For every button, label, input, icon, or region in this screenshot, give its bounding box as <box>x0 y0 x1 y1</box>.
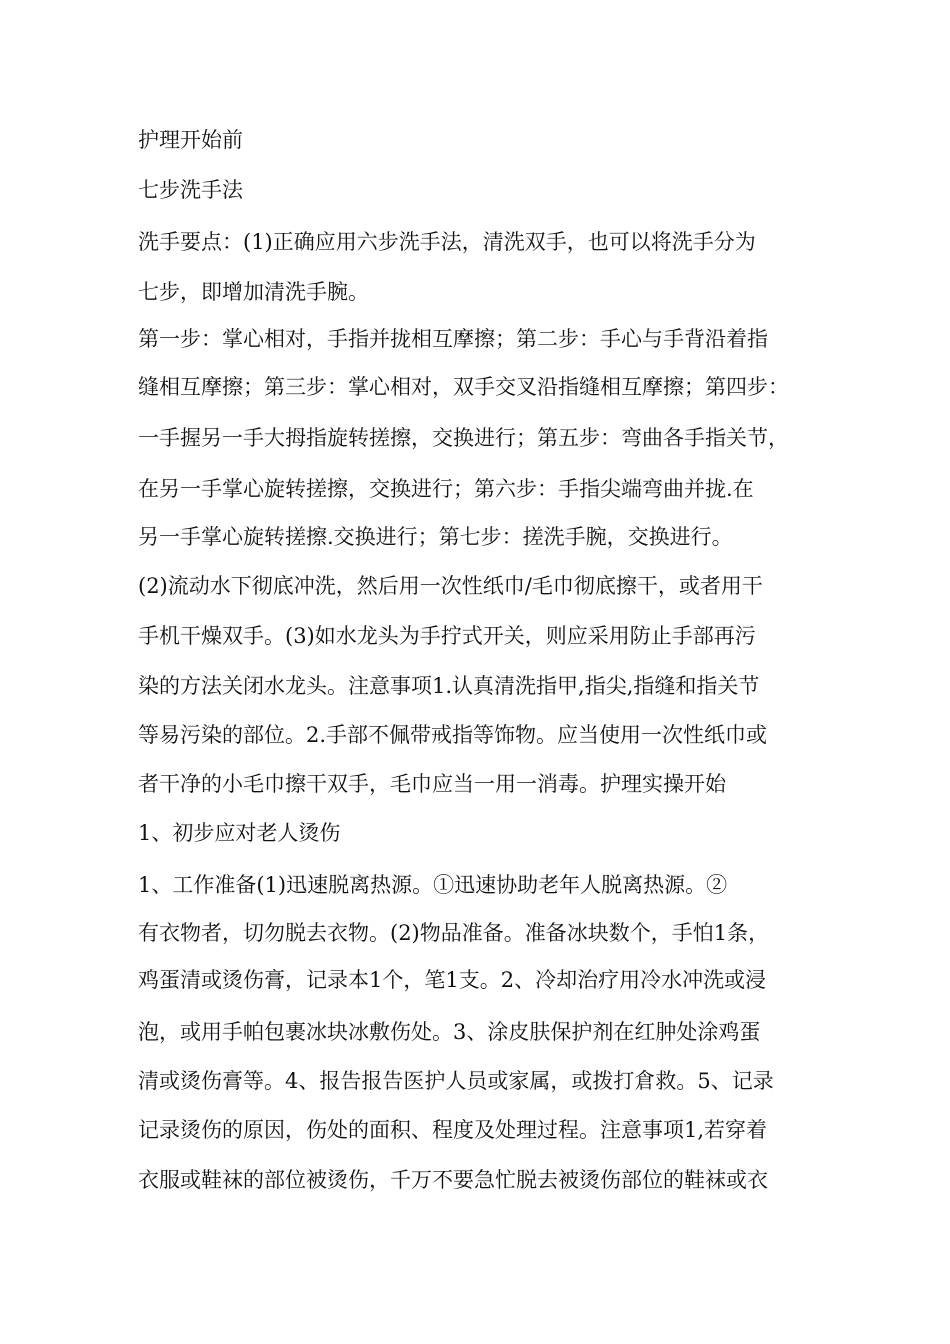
text-line-22: 衣服或鞋袜的部位被烫伤，千万不要急忙脱去被烫伤部位的鞋袜或衣 <box>138 1168 768 1192</box>
text-line-11: 手机干燥双手。(3)如水龙头为手拧式开关，则应采用防止手部再污 <box>138 624 756 648</box>
text-line-4: 七步，即增加清洗手腕。 <box>138 280 369 304</box>
text-line-18: 鸡蛋清或烫伤膏，记录本1个，笔1支。2、冷却治疗用冷水冲洗或浸 <box>138 968 767 992</box>
text-line-14: 者干净的小毛巾擦干双手，毛巾应当一用一消毒。护理实操开始 <box>138 772 726 796</box>
text-line-17: 有衣物者，切勿脱去衣物。(2)物品准备。准备冰块数个，手怕1条， <box>138 921 770 945</box>
text-line-1: 护理开始前 <box>138 128 243 152</box>
text-line-10: (2)流动水下彻底冲洗，然后用一次性纸巾/毛巾彻底擦干，或者用干 <box>138 574 763 598</box>
text-line-12: 染的方法关闭水龙头。注意事项1.认真清洗指甲,指尖,指缝和指关节 <box>138 674 760 698</box>
text-line-15: 1、初步应对老人烫伤 <box>138 821 341 845</box>
text-line-8: 在另一手掌心旋转搓擦，交换进行；第六步：手指尖端弯曲并拢.在 <box>138 477 754 501</box>
text-line-2: 七步洗手法 <box>138 178 243 202</box>
text-line-21: 记录烫伤的原因，伤处的面积、程度及处理过程。注意事项1,若穿着 <box>138 1118 768 1142</box>
text-line-20: 清或烫伤膏等。4、报告报告医护人员或家属，或拨打倉救。5、记录 <box>138 1069 774 1093</box>
text-line-6: 缝相互摩擦；第三步：掌心相对，双手交叉沿指缝相互摩擦；第四步： <box>138 375 789 399</box>
text-line-13: 等易污染的部位。2.手部不佩带戒指等饰物。应当使用一次性纸巾或 <box>138 723 768 747</box>
text-line-9: 另一手掌心旋转搓擦.交换进行；第七步：搓洗手腕，交换进行。 <box>138 525 733 549</box>
text-line-5: 第一步：掌心相对，手指并拢相互摩擦；第二步：手心与手背沿着指 <box>138 327 768 351</box>
text-line-7: 一手握另一手大拇指旋转搓擦，交换进行；第五步：弯曲各手指关节， <box>138 426 789 450</box>
text-line-19: 泡，或用手帕包裹冰块冰敷伤处。3、涂皮肤保护剂在红肿处涂鸡蛋 <box>138 1020 761 1044</box>
text-line-3: 洗手要点：(1)正确应用六步洗手法，清洗双手，也可以将洗手分为 <box>138 230 756 254</box>
text-line-16: 1、工作准备(1)迅速脱离热源。①迅速协助老年人脱离热源。② <box>138 873 728 897</box>
